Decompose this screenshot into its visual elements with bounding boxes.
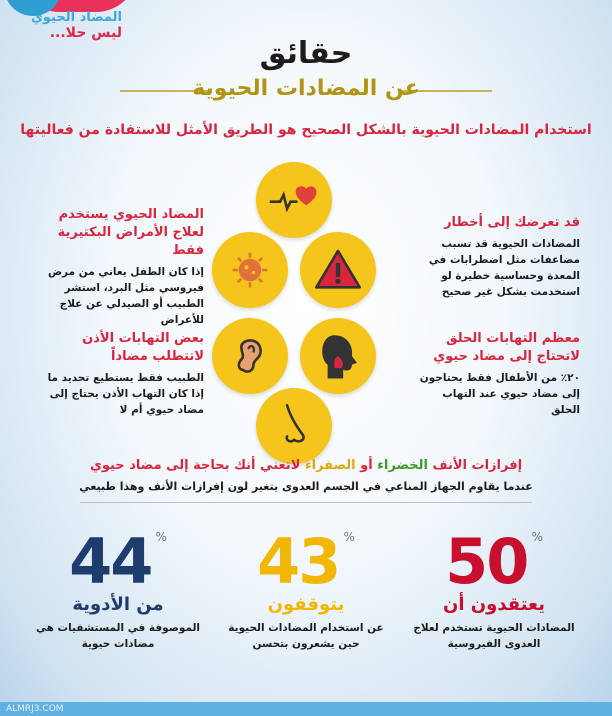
divider: [80, 502, 532, 503]
stat-label: يتوقفون: [267, 594, 345, 615]
fact-text: إذا كان الطفل يعاني من مرض فيروسي مثل البرد، استشر الطبيب أو الصيدلي عن علاج للأعراض: [47, 266, 204, 326]
nose-yellow: الصفراء: [304, 458, 356, 473]
heartbeat-circle: [256, 162, 332, 238]
page-title: حقائق: [259, 36, 353, 71]
warning-icon: [312, 244, 364, 296]
stat-desc: المضادات الحيوية تستخدم لعلاج العدوى الفيروسية: [413, 622, 575, 650]
fact-heading: قد تعرضك إلى أخطار: [444, 215, 580, 230]
stat-percent: %: [155, 530, 167, 544]
bacteria-icon: [224, 244, 276, 296]
nose-head-a: إفرازات الأنف: [432, 458, 523, 473]
fact-ear-infections: [34, 330, 204, 418]
fact-antibiotic-bacterial: [34, 206, 204, 328]
stat-44: [28, 525, 208, 652]
nose-head-b: لاتعني أنك بحاجة إلى مضاد حيوي: [89, 458, 301, 473]
intro-text: استخدام المضادات الحيوية بالشكل الصحيح هو الطريق الأمثل للاستفادة من فعاليتها: [20, 122, 592, 138]
nose-icon: [268, 400, 320, 452]
fact-heading: لعلاج الأمراض البكتيرية فقط: [57, 225, 204, 258]
brand-line2: ليس حلا...: [49, 25, 122, 41]
fact-risks: [410, 214, 580, 300]
stat-50: [404, 525, 584, 652]
stat-percent: %: [531, 530, 543, 544]
fact-heading: المضاد الحيوي يستخدم: [58, 207, 204, 222]
fact-text: ٢٠٪ من الأطفال فقط يحتاجون إلى مضاد حيوي عند التهاب الحلق: [419, 372, 580, 416]
fact-heading: لاتتطلب مضاداً: [111, 349, 204, 364]
nose-or: أو: [360, 458, 373, 473]
warning-circle: [300, 232, 376, 308]
bacteria-circle: [212, 232, 288, 308]
stat-value: 50: [445, 525, 528, 598]
fact-heading: بعض التهابات الأذن: [82, 331, 204, 346]
fact-throat-infections: [410, 330, 580, 418]
stat-percent: %: [343, 530, 355, 544]
brand-line1: المضاد الحيوي: [30, 10, 122, 25]
fact-heading: لاتحتاج إلى مضاد حيوي: [433, 349, 580, 364]
stat-label: من الأدوية: [72, 594, 164, 615]
fact-heading: معظم التهابات الحلق: [446, 331, 580, 346]
stat-desc: الموصوفة في المستشفيات هي مضادات حيوية: [35, 622, 201, 650]
stat-value: 44: [69, 525, 152, 598]
fact-text: الطبيب فقط يستطيع تحديد ما إذا كان التهاب الأذن يحتاج إلى مضاد حيوي أم لا: [47, 372, 204, 416]
nose-statement: [20, 458, 592, 473]
throat-icon: [312, 330, 364, 382]
nose-green: الخضراء: [377, 458, 428, 473]
fact-text: المضادات الحيوية قد تسبب مضاعفات مثل اضطرابات في المعدة وحساسية خطيرة لو استخدمت بشكل غير صحيح: [428, 238, 580, 298]
page-subtitle: عن المضادات الحيوية: [192, 76, 420, 101]
watermark: ALMRJ3.COM: [6, 704, 64, 714]
heartbeat-icon: [268, 174, 320, 226]
nose-circle: [256, 388, 332, 464]
ear-circle: [212, 318, 288, 394]
throat-circle: [300, 318, 376, 394]
stat-desc: عن استخدام المضادات الحيوية حين يشعرون بتحسن: [228, 622, 384, 650]
ear-icon: [224, 330, 276, 382]
stat-value: 43: [257, 525, 340, 598]
stat-43: [216, 525, 396, 652]
nose-subtext: عندما يقاوم الجهاز المناعي في الجسم العدوى يتغير لون إفرازات الأنف وهذا طبيعي: [79, 480, 533, 493]
stat-label: يعتقدون أن: [443, 594, 545, 615]
footer-bar: [0, 702, 612, 716]
